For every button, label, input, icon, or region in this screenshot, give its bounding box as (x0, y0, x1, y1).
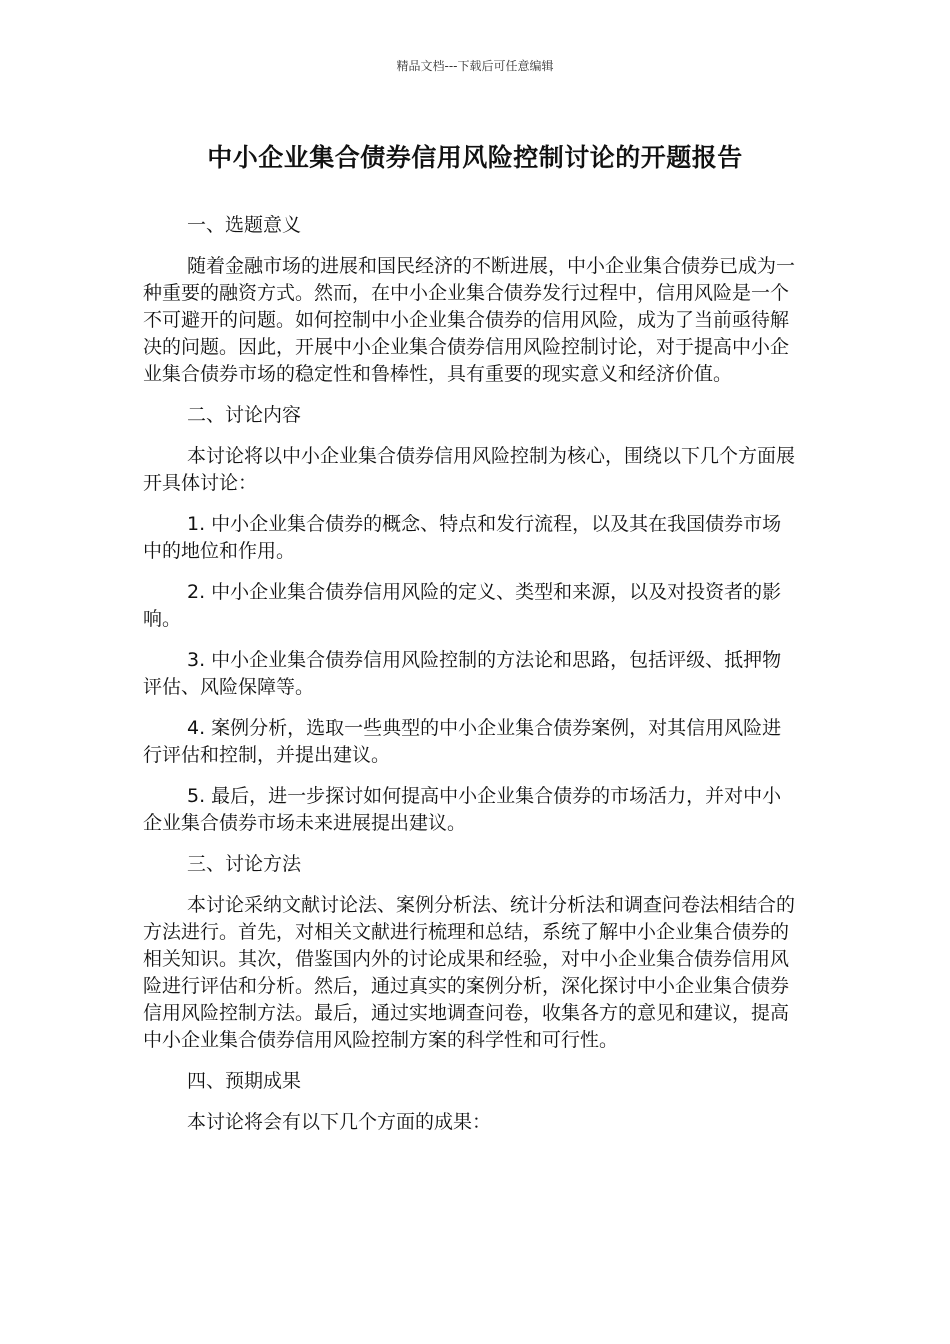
list-item-4: 4. 案例分析，选取一些典型的中小企业集合债券案例，对其信用风险进行评估和控制，并提出建议。 (143, 717, 782, 766)
section-heading-significance: 一、选题意义 (187, 214, 302, 236)
document-title: 中小企业集合债券信用风险控制讨论的开题报告 (207, 143, 743, 172)
paragraph-significance: 随着金融市场的进展和国民经济的不断进展，中小企业集合债券已成为一种重要的融资方式。然而，在中小企业集合债券发行过程中，信用风险是一个不可避开的问题。如何控制中小企业集合债券的信用风险，成为了当前亟待解决的问题。因此，开展中小企业集合债券信用风险控制讨论，对于提高中小企业集合债券市场的稳定性和鲁棒性，具有重要的现实意义和经济价值。 (143, 255, 796, 385)
list-item-5: 5. 最后，进一步探讨如何提高中小企业集合债券的市场活力，并对中小企业集合债券市场未来进展提出建议。 (143, 785, 782, 834)
paragraph-methods: 本讨论采纳文献讨论法、案例分析法、统计分析法和调查问卷法相结合的方法进行。首先，对相关文献进行梳理和总结，系统了解中小企业集合债券的相关知识。其次，借鉴国内外的讨论成果和经验，对中小企业集合债券信用风险进行评估和分析。然后，通过真实的案例分析，深化探讨中小企业集合债券信用风险控制方法。最后，通过实地调查问卷，收集各方的意见和建议，提高中小企业集合债券信用风险控制方案的科学性和可行性。 (143, 894, 796, 1051)
document-body (143, 212, 799, 1150)
list-item-3: 3. 中小企业集合债券信用风险控制的方法论和思路，包括评级、抵押物评估、风险保障等。 (143, 649, 782, 698)
paragraph-outcomes-intro: 本讨论将会有以下几个方面的成果： (187, 1111, 492, 1133)
section-heading-content: 二、讨论内容 (187, 404, 302, 426)
section-heading-methods: 三、讨论方法 (187, 853, 302, 875)
list-item-1: 1. 中小企业集合债券的概念、特点和发行流程，以及其在我国债券市场中的地位和作用。 (143, 513, 782, 562)
paragraph-content-intro: 本讨论将以中小企业集合债券信用风险控制为核心，围绕以下几个方面展开具体讨论： (143, 445, 796, 494)
list-item-2: 2. 中小企业集合债券信用风险的定义、类型和来源，以及对投资者的影响。 (143, 581, 782, 630)
section-heading-outcomes: 四、预期成果 (187, 1070, 302, 1092)
page-header: 精品文档---下载后可任意编辑 (396, 59, 554, 73)
